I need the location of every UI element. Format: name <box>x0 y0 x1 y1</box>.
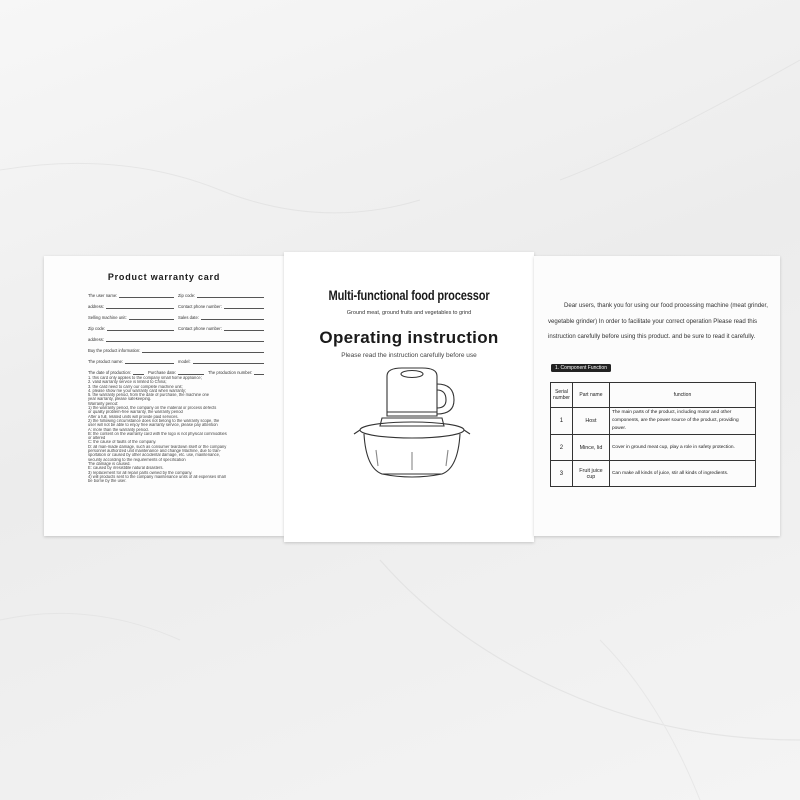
form-field-label: The product name: <box>88 359 124 364</box>
instruction-booklet <box>44 252 780 542</box>
form-field <box>88 304 178 309</box>
form-field <box>178 304 268 309</box>
row-part-name: Host <box>572 408 609 435</box>
form-row <box>88 309 268 320</box>
terms-line: C: the cause of faults of the company. <box>88 440 157 445</box>
form-field <box>88 293 178 298</box>
terms-line: be borne by the user. <box>88 479 127 484</box>
product-subtitle: Ground meat, ground fruits and vegetables to grind <box>346 310 472 316</box>
form-row <box>88 353 268 364</box>
col-header-function: function <box>609 383 755 408</box>
form-field-label: The user name: <box>88 293 118 298</box>
terms-line: year warranty, please safekeeping. <box>88 397 152 402</box>
form-field-line <box>107 326 174 331</box>
form-field <box>88 337 268 342</box>
terms-line: The damage is caused. <box>88 461 131 466</box>
row-number: 2 <box>551 435 573 461</box>
intro-paragraph: Dear users, thank you for using our food processing machine (meat grinder, vegetable grinder) In order to facilitate your correct operation Please read this instruction carefully before using this product. and be sure to read it carefully. <box>548 302 768 340</box>
form-field-line <box>224 304 264 309</box>
form-field <box>178 315 268 320</box>
terms-line: sportation or caused by other accidental damage, etc. use, maintenance, <box>88 453 220 458</box>
form-field-label: Zip code: <box>178 293 196 298</box>
table-row <box>551 435 756 461</box>
row-number: 3 <box>551 461 573 487</box>
form-field-label: The date of production: <box>88 370 132 375</box>
form-field-label: Purchase date: <box>148 370 177 375</box>
form-field-label: Zip code: <box>88 326 106 331</box>
terms-line: user will not be able to enjoy free warranty service, please pay attention <box>88 423 218 428</box>
form-field-label: address: <box>88 304 105 309</box>
form-row <box>88 342 268 353</box>
terms-line: 4. please show me your warranty card when warranty; <box>88 388 187 393</box>
form-field-line <box>125 359 174 364</box>
warranty-card-panel <box>44 256 284 536</box>
terms-line: D: all man-made damage, such as consumer teardown itself or the company <box>88 444 227 449</box>
form-field-label: address: <box>88 337 105 342</box>
terms-line: or altered <box>88 436 106 441</box>
form-field-line <box>106 337 264 342</box>
form-row <box>88 331 268 342</box>
row-function: The main parts of the product, including motor and other components, are the power source of the product, providing power. <box>609 408 755 435</box>
terms-line: B: the content on the warranty card with the logo is not physical commodities <box>88 431 227 436</box>
form-field-label: Sales date: <box>178 315 199 320</box>
form-field-label: Contact phone number: <box>178 326 222 331</box>
terms-line: 3) replacement for all repair parts owned by the company. <box>88 470 193 475</box>
warranty-card-title: Product warranty card <box>107 272 221 282</box>
row-function: Cover in ground meat cup, play a role in safety protection. <box>609 435 755 461</box>
cover-panel <box>284 252 534 542</box>
terms-line: 1) the warranty period, the company on the material or process defects <box>88 406 217 411</box>
row-number: 1 <box>551 408 573 435</box>
form-row <box>88 364 268 375</box>
form-field <box>88 359 178 364</box>
form-field <box>148 370 208 375</box>
terms-line: 2. valid warranty service is limited to China; <box>88 380 167 385</box>
component-table <box>550 382 756 487</box>
form-row <box>88 287 268 298</box>
terms-line: 1. this card only applies to the company small home appliance; <box>88 376 202 380</box>
terms-line: 2) the following circumstance does not belong to the warranty scope, the <box>88 418 220 423</box>
form-field-label: The production number: <box>208 370 253 375</box>
form-field-line <box>106 304 174 309</box>
form-field-line <box>197 293 264 298</box>
form-field-label: model: <box>178 359 191 364</box>
form-field-line <box>178 370 204 375</box>
form-field-line <box>193 359 264 364</box>
row-part-name: Fruit juice cup <box>572 461 609 487</box>
table-row <box>551 461 756 487</box>
form-field <box>178 359 268 364</box>
form-field-line <box>142 348 264 353</box>
terms-line: A: more than the warranty period. <box>88 427 149 432</box>
row-part-name: Mince, lid <box>572 435 609 461</box>
form-field <box>88 348 268 353</box>
terms-line: security according to the requirements of specification <box>88 457 186 462</box>
terms-line: personnel authorized unit maintenance and change Machine, due to tran- <box>88 449 221 454</box>
form-field-label: Contact phone number: <box>178 304 222 309</box>
col-header-serial: Serial number <box>551 383 573 408</box>
terms-line: 5. the warranty period, from the date of purchase, the machine one <box>88 393 210 398</box>
terms-line: After a full, related units will provide paid services. <box>88 414 179 419</box>
form-field <box>88 326 178 331</box>
terms-line: 3. the card need to carry our complete machine unit; <box>88 384 183 389</box>
operating-instruction-heading: Operating instruction <box>319 328 499 347</box>
form-field <box>88 315 178 320</box>
col-header-part: Part name <box>572 383 609 408</box>
form-field-label: Buy the product information: <box>88 348 141 353</box>
table-row <box>551 408 756 435</box>
form-field <box>88 370 148 375</box>
form-field-line <box>119 293 174 298</box>
form-field-line <box>254 370 264 375</box>
component-function-panel <box>534 256 780 536</box>
terms-line: or quality problem-free warranty, the warranty period <box>88 410 183 415</box>
warranty-form <box>88 287 268 375</box>
form-field <box>178 326 268 331</box>
form-field-line <box>224 326 264 331</box>
product-title: Multi-functional food processor <box>328 288 490 303</box>
form-field <box>208 370 268 375</box>
food-processor-illustration <box>342 362 472 482</box>
form-row <box>88 298 268 309</box>
table-header-row <box>551 383 756 408</box>
warranty-terms <box>88 376 278 483</box>
form-field-line <box>133 370 144 375</box>
terms-line: Warranty period: <box>88 401 119 406</box>
form-field-label: Selling machine unit: <box>88 315 127 320</box>
row-function: Can make all kinds of juice, stir all kinds of ingredients. <box>609 461 755 487</box>
read-instruction-note: Please read the instruction carefully before use <box>341 352 477 359</box>
form-row <box>88 320 268 331</box>
form-field-line <box>201 315 264 320</box>
form-field <box>178 293 268 298</box>
terms-line: E: caused by irresistible natural disasters. <box>88 466 164 471</box>
section-badge: 1. Component Function <box>551 364 611 372</box>
terms-line: 4) will products sent to the company maintenance units of all expenses shall <box>88 474 226 479</box>
form-field-line <box>129 315 174 320</box>
